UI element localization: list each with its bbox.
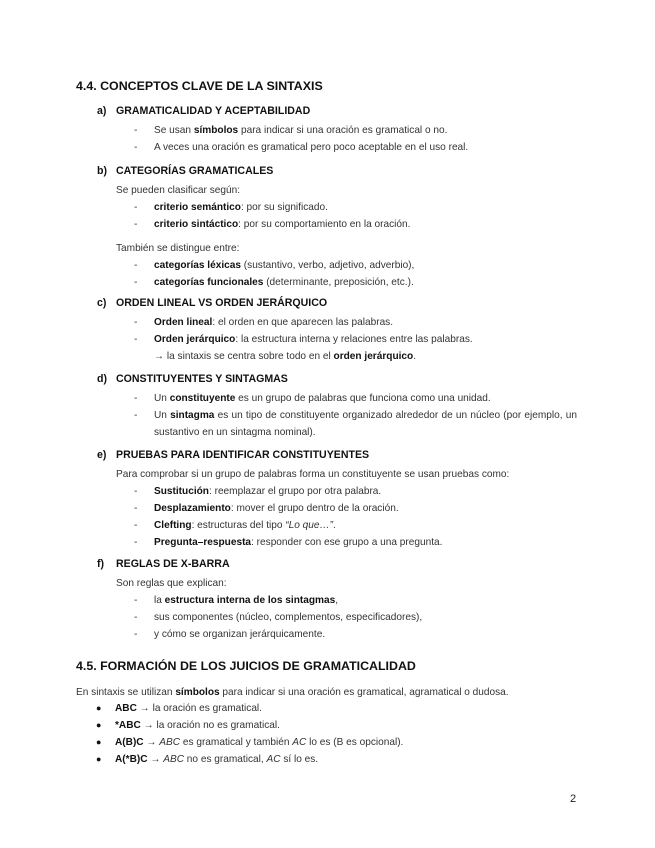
section-b <box>97 165 587 291</box>
dash-marker: - <box>134 629 138 640</box>
list-item: - y cómo se organizan jerárquicamente. <box>97 626 587 643</box>
section-letter: a) <box>97 105 107 117</box>
dash-marker: - <box>134 410 138 421</box>
section-intro: Para comprobar si un grupo de palabras forma un constituyente se usan pruebas como: <box>116 469 510 480</box>
section-title-text: CONSTITUYENTES Y SINTAGMAS <box>116 373 288 385</box>
list-item: ● A(*B)C → ABC no es gramatical, AC sí lo es. <box>96 751 576 768</box>
bullet-icon: ● <box>96 720 102 730</box>
section-letter: c) <box>97 297 107 309</box>
dash-marker: - <box>134 219 138 230</box>
section-title-text: CATEGORÍAS GRAMATICALES <box>116 165 274 177</box>
dash-marker: - <box>134 537 138 548</box>
heading-4-4: 4.4. CONCEPTOS CLAVE DE LA SINTAXIS <box>76 79 323 93</box>
judgments-intro: En sintaxis se utilizan símbolos para indicar si una oración es gramatical, agramatical o dudosa. <box>76 687 509 698</box>
section-c-title <box>97 297 587 314</box>
bullet-icon: ● <box>96 703 102 713</box>
section-title-text: ORDEN LINEAL VS ORDEN JERÁRQUICO <box>116 297 328 309</box>
list-item: ● A(B)C → ABC es gramatical y también AC lo es (B es opcional). <box>96 734 576 751</box>
dash-marker: - <box>134 142 138 153</box>
list-item: - categorías léxicas (sustantivo, verbo, adjetivo, adverbio), <box>97 257 587 274</box>
list-item: - Un constituyente es un grupo de palabras que funciona como una unidad. <box>97 390 587 407</box>
list-item: - Orden jerárquico: la estructura interna y relaciones entre las palabras. <box>97 331 587 348</box>
dash-marker: - <box>134 334 138 345</box>
section-d <box>97 373 587 441</box>
list-item: - Pregunta–respuesta: responder con ese grupo a una pregunta. <box>97 534 587 551</box>
list-item: - categorías funcionales (determinante, preposición, etc.). <box>97 274 587 291</box>
section-a-title <box>97 105 587 122</box>
list-item: ● ABC → la oración es gramatical. <box>96 700 576 717</box>
judgments-list <box>96 700 576 768</box>
list-item-continuation: → la sintaxis se centra sobre todo en el orden jerárquico. <box>154 351 417 362</box>
section-f-title <box>97 558 587 575</box>
list-item: - Sustitución: reemplazar el grupo por otra palabra. <box>97 483 587 500</box>
dash-marker: - <box>134 486 138 497</box>
section-letter: b) <box>97 165 107 177</box>
section-letter: f) <box>97 558 105 570</box>
list-item: - A veces una oración es gramatical pero poco aceptable en el uso real. <box>97 139 587 156</box>
section-a <box>97 105 587 156</box>
section-intro: También se distingue entre: <box>116 243 240 254</box>
section-intro: Son reglas que explican: <box>116 578 227 589</box>
section-intro: Se pueden clasificar según: <box>116 185 241 196</box>
section-e <box>97 449 587 551</box>
dash-marker: - <box>134 612 138 623</box>
bullet-icon: ● <box>96 737 102 747</box>
section-title-text: GRAMATICALIDAD Y ACEPTABILIDAD <box>116 105 311 117</box>
dash-marker: - <box>134 393 138 404</box>
dash-marker: - <box>134 277 138 288</box>
list-item: - criterio sintáctico: por su comportamiento en la oración. <box>97 216 587 233</box>
dash-marker: - <box>134 125 138 136</box>
section-e-title <box>97 449 587 466</box>
list-item: - sus componentes (núcleo, complementos, especificadores), <box>97 609 587 626</box>
section-d-title <box>97 373 587 390</box>
section-letter: d) <box>97 373 107 385</box>
list-item: - Desplazamiento: mover el grupo dentro de la oración. <box>97 500 587 517</box>
dash-marker: - <box>134 317 138 328</box>
section-f <box>97 558 587 643</box>
section-b-title <box>97 165 587 182</box>
section-title-text: REGLAS DE X-BARRA <box>116 558 230 570</box>
page-number: 2 <box>570 793 577 805</box>
dash-marker: - <box>134 202 138 213</box>
section-letter: e) <box>97 449 107 461</box>
section-title-text: PRUEBAS PARA IDENTIFICAR CONSTITUYENTES <box>116 449 370 461</box>
list-item: - Orden lineal: el orden en que aparecen las palabras. <box>97 314 587 331</box>
dash-marker: - <box>134 520 138 531</box>
section-c <box>97 297 587 365</box>
dash-marker: - <box>134 595 138 606</box>
list-item: - Se usan símbolos para indicar si una oración es gramatical o no. <box>97 122 587 139</box>
list-item: - la estructura interna de los sintagmas, <box>97 592 587 609</box>
list-item: - Clefting: estructuras del tipo “Lo que…”. <box>97 517 587 534</box>
dash-marker: - <box>134 260 138 271</box>
bullet-icon: ● <box>96 754 102 764</box>
heading-4-5: 4.5. FORMACIÓN DE LOS JUICIOS DE GRAMATICALIDAD <box>76 659 416 673</box>
list-item: ● *ABC → la oración no es gramatical. <box>96 717 576 734</box>
list-item: - Un sintagma es un tipo de constituyente organizado alrededor de un núcleo (por ejemplo, un sustantivo en un sintagma nominal). <box>97 407 577 441</box>
list-item: - criterio semántico: por su significado. <box>97 199 587 216</box>
dash-marker: - <box>134 503 138 514</box>
